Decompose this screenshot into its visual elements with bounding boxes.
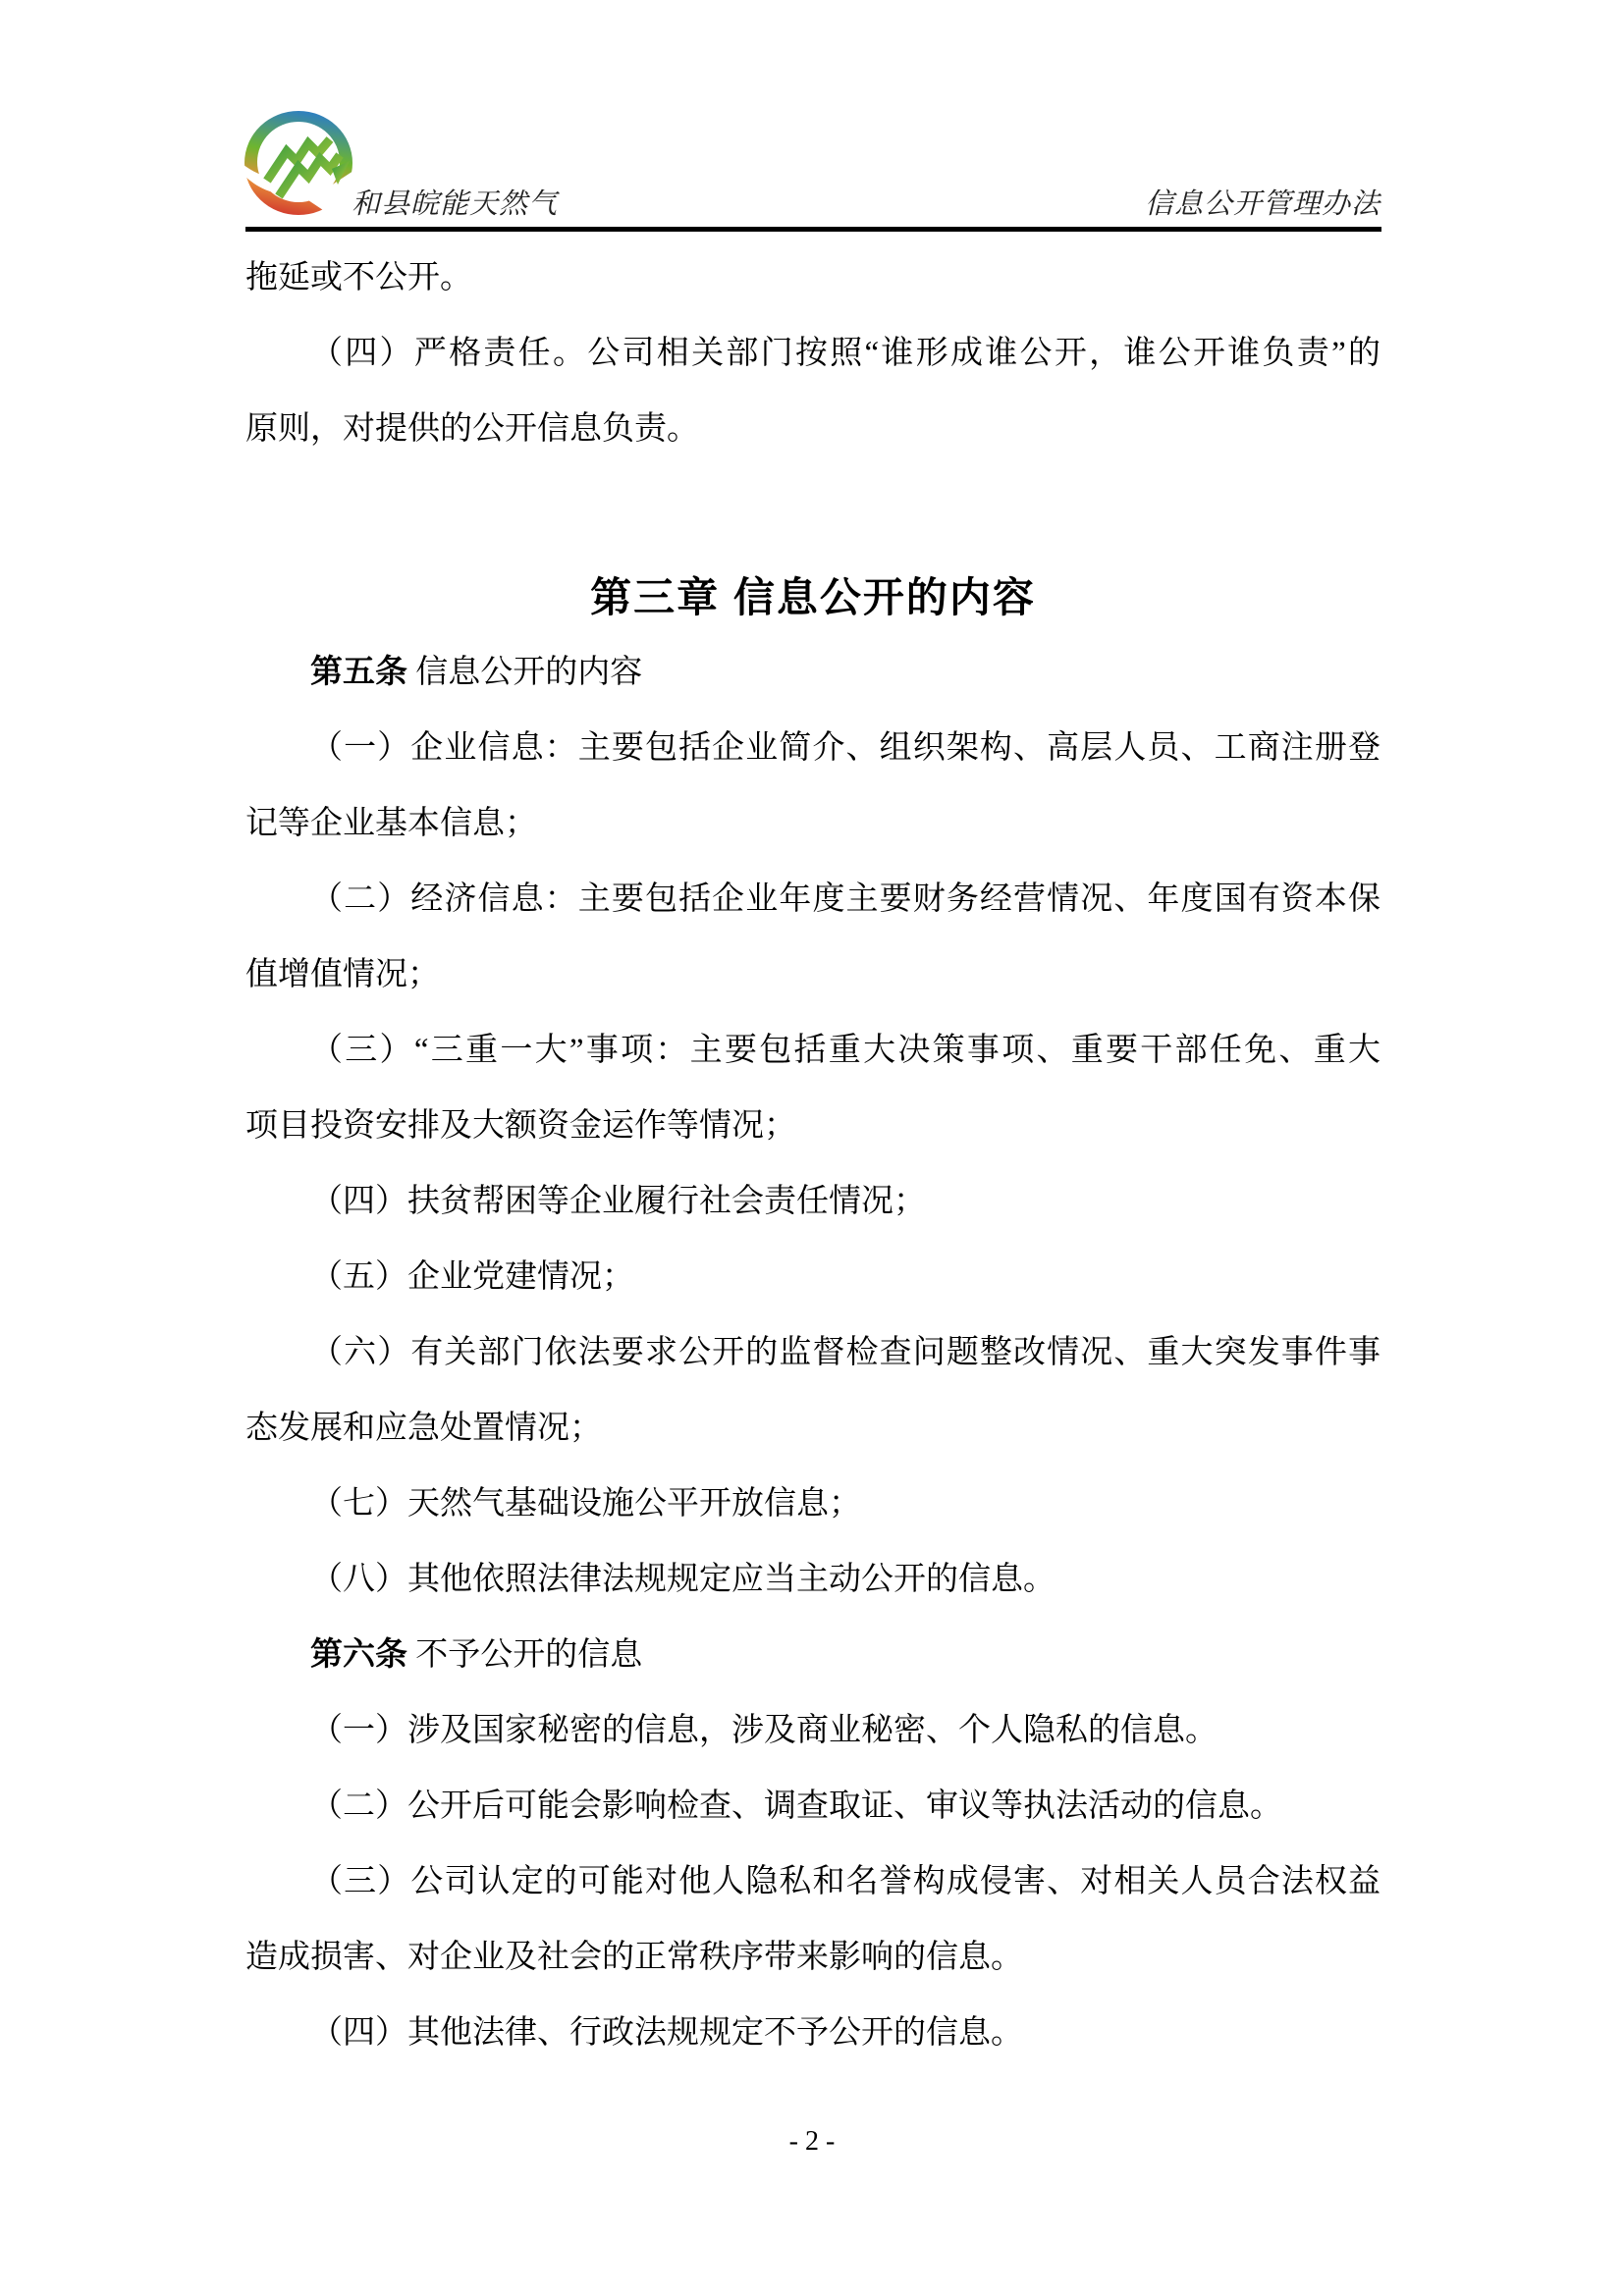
body-line: （三）公司认定的可能对他人隐私和名誉构成侵害、对相关人员合法权益	[310, 1864, 1380, 1899]
body-line: （二）经济信息：主要包括企业年度主要财务经营情况、年度国有资本保	[310, 881, 1380, 917]
body-line: 原则，对提供的公开信息负责。	[245, 411, 699, 447]
article-title: 信息公开的内容	[407, 655, 643, 690]
body-line: （八）其他依照法律法规规定应当主动公开的信息。	[310, 1562, 1056, 1597]
chapter-heading: 第三章 信息公开的内容	[590, 574, 1036, 620]
body-line: 造成损害、对企业及社会的正常秩序带来影响的信息。	[245, 1940, 1023, 1975]
body-line: （二）公开后可能会影响检查、调查取证、审议等执法活动的信息。	[310, 1789, 1282, 1824]
body-line: 记等企业基本信息；	[245, 806, 537, 841]
header-divider	[245, 227, 1381, 232]
article-number: 第五条	[310, 655, 407, 690]
page-number: - 2 -	[788, 2126, 836, 2157]
header-document-title: 信息公开管理办法	[1144, 188, 1380, 220]
body-line: （六）有关部门依法要求公开的监督检查问题整改情况、重大突发事件事	[310, 1335, 1380, 1370]
body-line: （一）企业信息：主要包括企业简介、组织架构、高层人员、工商注册登	[310, 730, 1380, 766]
body-line: （四）扶贫帮困等企业履行社会责任情况；	[310, 1184, 926, 1219]
body-line: （七）天然气基础设施公平开放信息；	[310, 1486, 861, 1522]
body-line: 拖延或不公开。	[245, 260, 472, 295]
body-line: （一）涉及国家秘密的信息，涉及商业秘密、个人隐私的信息。	[310, 1713, 1218, 1748]
company-logo-icon	[244, 110, 353, 216]
body-line: （五）企业党建情况；	[310, 1259, 634, 1295]
body-line: 值增值情况；	[245, 957, 440, 992]
article-title: 不予公开的信息	[407, 1637, 643, 1673]
header-company-name: 和县皖能天然气	[352, 188, 559, 220]
body-line: （三）“三重一大”事项：主要包括重大决策事项、重要干部任免、重大	[310, 1033, 1380, 1068]
body-line: （四）其他法律、行政法规规定不予公开的信息。	[310, 2015, 1023, 2051]
article-heading	[245, 635, 1380, 711]
article-number: 第六条	[310, 1637, 407, 1673]
document-body	[245, 240, 1380, 2071]
body-line: 项目投资安排及大额资金运作等情况；	[245, 1108, 796, 1144]
body-line: 态发展和应急处置情况；	[245, 1411, 602, 1446]
article-heading	[245, 1618, 1380, 1693]
body-line: （四）严格责任。公司相关部门按照“谁形成谁公开，谁公开谁负责”的	[310, 336, 1380, 371]
